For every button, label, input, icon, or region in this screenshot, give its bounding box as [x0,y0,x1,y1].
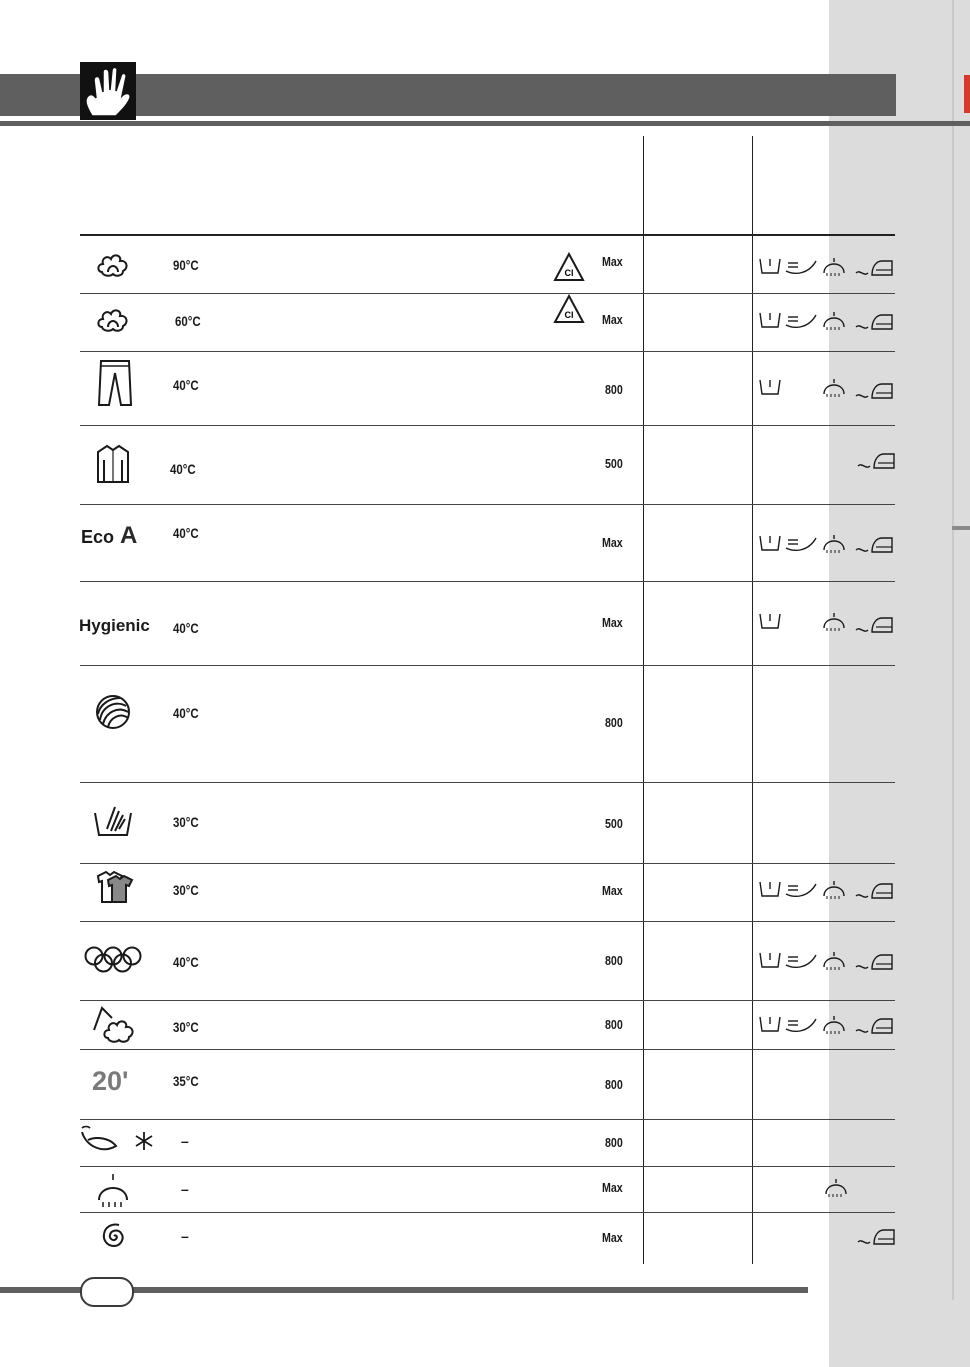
spin-label: Max [602,254,623,269]
iron-icon [856,384,892,398]
side-red-tab [964,75,970,113]
jeans-icon [97,359,133,407]
row-divider [80,351,895,352]
eco-icon [81,522,137,550]
temperature-label: 40°C [173,705,199,721]
iron-icon [858,454,894,468]
row-divider [80,863,895,864]
care-symbols [758,949,894,976]
iron-icon [856,315,892,329]
dry-icon [824,881,844,899]
spin-label: Max [602,312,623,327]
temperature-label: 30°C [173,882,199,898]
temperature-label: 40°C [173,620,199,636]
bleach-label: Cl [564,268,574,278]
row-divider [80,1000,895,1001]
care-symbols [856,1222,896,1251]
care-symbols [758,532,894,559]
cotton-icon [96,305,130,333]
spin-label: 500 [605,456,623,471]
wash-icon [760,953,780,967]
row-divider [80,1212,895,1213]
dry-icon [824,535,844,553]
drain-icon [786,955,816,967]
rinse-cold-icon [80,1124,156,1156]
dry-icon [824,258,844,276]
care-symbols [822,1176,852,1203]
spin-icon [98,1220,130,1252]
row-divider [80,921,895,922]
cotton-steam-icon [92,1004,138,1044]
drain-icon [786,884,816,896]
spin-label: 500 [605,816,623,831]
wash-icon [760,614,780,628]
temperature-label: – [181,1181,189,1197]
eco-label: Eco [81,527,115,547]
iron-icon [856,1019,892,1033]
care-symbols [758,1013,894,1040]
wash-icon [760,380,780,394]
row-divider [80,1049,895,1050]
header-rule [0,121,970,126]
row-divider [80,425,895,426]
iron-icon [856,884,892,898]
dry-only-icon [96,1172,130,1210]
chlorine-bleach-icon [553,252,585,282]
temperature-label: 40°C [170,461,196,477]
dry-icon [824,1016,844,1034]
iron-icon [856,955,892,969]
quick-20-label: 20' [92,1066,129,1096]
care-symbols [758,255,894,282]
spin-label: 800 [605,1135,623,1150]
iron-icon [856,261,892,275]
spin-label: Max [602,615,623,630]
side-tab-marker [952,526,970,530]
row-divider [80,1166,895,1167]
row-divider [80,782,895,783]
shirt-icon [95,444,131,484]
column-divider [643,136,644,1264]
drain-icon [786,261,816,273]
row-divider [80,504,895,505]
side-panel [829,0,970,1367]
spin-label: 800 [605,1077,623,1092]
spin-label: Max [602,1180,623,1195]
spin-label: 800 [605,1017,623,1032]
dry-icon [826,1179,846,1197]
care-symbols [758,309,894,336]
spin-label: Max [602,1230,623,1245]
dry-icon [824,379,844,397]
temperature-label: 35°C [173,1073,199,1089]
side-divider [952,0,954,1300]
cotton-icon [96,250,130,278]
row-divider [80,581,895,582]
spin-label: 800 [605,715,623,730]
temperature-label: 30°C [173,814,199,830]
dry-icon [824,312,844,330]
temperature-label: – [181,1133,189,1149]
chlorine-bleach-icon [553,294,585,324]
dry-icon [824,613,844,631]
wash-icon [760,1017,780,1031]
temperature-label: 40°C [173,377,199,393]
wash-icon [760,313,780,327]
spin-label: Max [602,535,623,550]
iron-icon [856,618,892,632]
iron-icon [858,1230,894,1244]
quick-20-icon [92,1066,128,1097]
row-divider [80,1119,895,1120]
column-divider [752,136,753,1264]
iron-icon [856,538,892,552]
drain-icon [786,315,816,327]
care-symbols [758,610,894,639]
temperature-label: 90°C [173,257,199,273]
handwash-icon [93,803,133,837]
hand-icon [80,62,136,120]
dry-icon [824,952,844,970]
wool-icon [94,694,132,730]
spin-label: Max [602,883,623,898]
hygienic-label: Hygienic [79,616,150,635]
page-number-badge [80,1277,134,1307]
row-divider [80,293,895,294]
temperature-label: 30°C [173,1019,199,1035]
care-symbols [856,446,896,475]
care-symbols [758,878,894,905]
drain-icon [786,538,816,550]
wash-icon [760,536,780,550]
drain-icon [786,1019,816,1031]
mixed-colours-icon [94,870,134,904]
temperature-label: – [181,1228,189,1244]
care-symbols [758,376,894,405]
temperature-label: 60°C [175,313,201,329]
temperature-label: 40°C [173,525,199,541]
table-header-rule [80,234,895,236]
temperature-label: 40°C [173,954,199,970]
wash-icon [760,882,780,896]
hygienic-icon [79,616,150,636]
bleach-label: Cl [564,310,574,320]
sport-rings-icon [84,944,142,974]
spin-label: 800 [605,953,623,968]
eco-class-letter: A [120,522,138,549]
wash-icon [760,259,780,273]
spin-label: 800 [605,382,623,397]
row-divider [80,665,895,666]
